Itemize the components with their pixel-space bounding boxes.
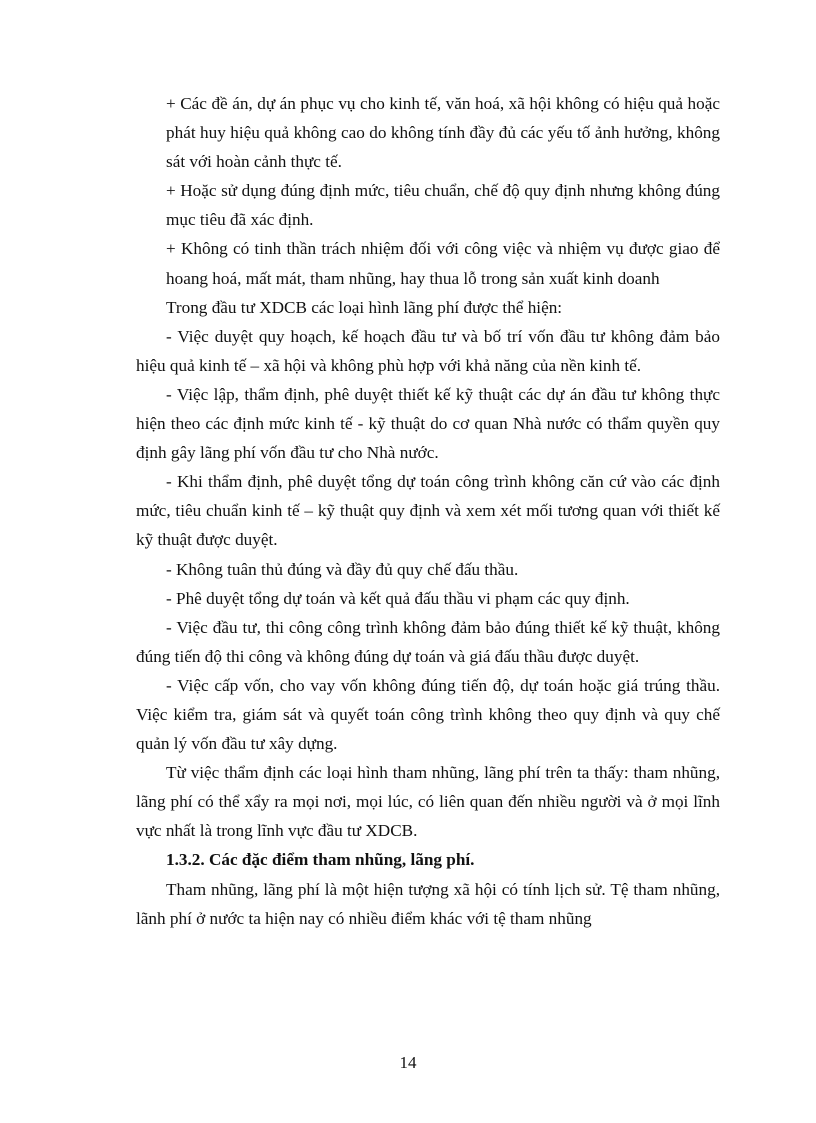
body-paragraph: - Phê duyệt tổng dự toán và kết quả đấu thầu vi phạm các quy định.	[166, 588, 630, 608]
body-paragraph: - Khi thẩm định, phê duyệt tổng dự toán công trình không căn cứ vào các định mức, tiêu chuẩn kinh tế – kỹ thuật quy định và xem xét mối tương quan với thiết kế kỹ thuật được duyệt.	[136, 472, 720, 550]
intro-paragraph: Trong đầu tư XDCB các loại hình lãng phí được thể hiện:	[166, 297, 563, 317]
body-paragraph: - Không tuân thủ đúng và đầy đủ quy chế đấu thầu.	[166, 559, 519, 579]
section-heading: 1.3.2. Các đặc điểm tham nhũng, lãng phí.	[166, 850, 475, 870]
page-number: 14	[399, 1053, 417, 1072]
body-paragraph: Từ việc thẩm định các loại hình tham nhũng, lãng phí trên ta thấy: tham nhũng, lãng phí có thể xẩy ra mọi nơi, mọi lúc, có liên quan đến nhiều người và ở mọi lĩnh vực nhất là trong lĩnh vực đầu tư XDCB.	[136, 763, 720, 841]
bullet-paragraph: + Các đề án, dự án phục vụ cho kinh tế, văn hoá, xã hội không có hiệu quả hoặc phát huy hiệu quả không cao do không tính đầy đủ các yếu tố ảnh hưởng, không sát với hoàn cảnh thực tế.	[166, 94, 720, 172]
page-body	[136, 89, 720, 933]
bullet-paragraph: + Không có tinh thần trách nhiệm đối với công việc và nhiệm vụ được giao để hoang hoá, mất mát, tham nhũng, hay thua lỗ trong sản xuất kinh doanh	[166, 239, 720, 288]
bullet-paragraph: + Hoặc sử dụng đúng định mức, tiêu chuẩn, chế độ quy định nhưng không đúng mục tiêu đã xác định.	[166, 181, 720, 230]
body-paragraph: - Việc lập, thẩm định, phê duyệt thiết kế kỹ thuật các dự án đầu tư không thực hiện theo các định mức kinh tế - kỹ thuật do cơ quan Nhà nước có thẩm quyền quy định gây lãng phí vốn đầu tư cho Nhà nước.	[136, 384, 720, 463]
body-paragraph: Tham nhũng, lãng phí là một hiện tượng xã hội có tính lịch sử. Tệ tham nhũng, lãnh phí ở nước ta hiện nay có nhiều điểm khác với tệ tham nhũng	[136, 879, 720, 928]
body-paragraph: - Việc duyệt quy hoạch, kế hoạch đầu tư và bố trí vốn đầu tư không đảm bảo hiệu quả kinh tế – xã hội và không phù hợp với khả năng của nền kinh tế.	[136, 326, 720, 375]
body-paragraph: - Việc đầu tư, thi công công trình không đảm bảo đúng thiết kế kỹ thuật, không đúng tiến độ thi công và không đúng dự toán và giá đấu thầu được duyệt.	[136, 617, 720, 666]
body-paragraph: - Việc cấp vốn, cho vay vốn không đúng tiến độ, dự toán hoặc giá trúng thầu. Việc kiểm tra, giám sát và quyết toán công trình không theo quy định và quy chế quản lý vốn đầu tư xây dựng.	[136, 675, 720, 754]
